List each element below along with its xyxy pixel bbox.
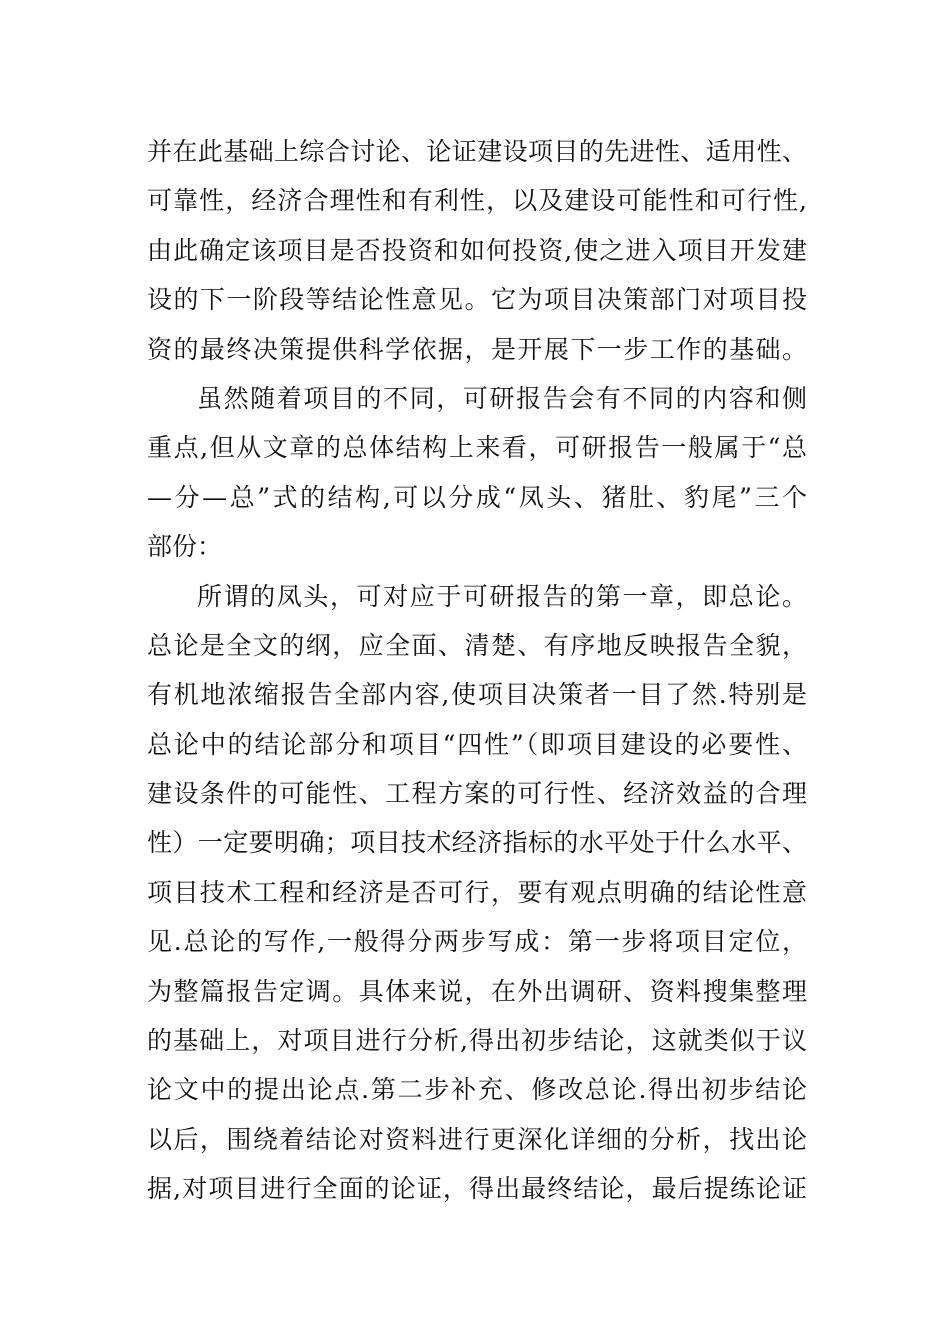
text-line: 见.总论的写作,一般得分两步写成：第一步将项目定位， (147, 927, 807, 957)
document-body (147, 127, 807, 1214)
text-line: 资的最终决策提供科学依据，是开展下一步工作的基础。 (147, 334, 807, 364)
paragraph-first-line: 虽然随着项目的不同，可研报告会有不同的内容和侧 (197, 383, 807, 413)
text-line: 设的下一阶段等结论性意见。它为项目决策部门对项目投 (147, 285, 807, 315)
text-line: 可靠性，经济合理性和有利性，以及建设可能性和可行性, (147, 186, 807, 216)
text-line: 总论是全文的纲，应全面、清楚、有序地反映报告全貌， (147, 630, 807, 660)
text-line: 由此确定该项目是否投资和如何投资,使之进入项目开发建 (147, 235, 807, 265)
text-line: 部份： (147, 532, 223, 562)
text-line: 据,对项目进行全面的论证，得出最终结论，最后提练论证 (147, 1174, 807, 1204)
text-line: 总论中的结论部分和项目“四性”（即项目建设的必要性、 (147, 729, 807, 759)
text-line: 为整篇报告定调。具体来说，在外出调研、资料搜集整理 (147, 976, 807, 1006)
paragraph-first-line: 所谓的凤头，可对应于可研报告的第一章，即总论。 (197, 581, 807, 611)
text-line: 论文中的提出论点.第二步补充、修改总论.得出初步结论 (147, 1075, 807, 1105)
text-line: 以后，围绕着结论对资料进行更深化详细的分析，找出论 (147, 1124, 807, 1154)
text-line: 有机地浓缩报告全部内容,使项目决策者一目了然.特别是 (147, 680, 807, 710)
text-line: 性）一定要明确；项目技术经济指标的水平处于什么水平、 (147, 828, 807, 858)
text-line: 项目技术工程和经济是否可行，要有观点明确的结论性意 (147, 877, 807, 907)
text-line: 并在此基础上综合讨论、论证建设项目的先进性、适用性、 (147, 137, 807, 166)
text-line: 建设条件的可能性、工程方案的可行性、经济效益的合理 (147, 779, 807, 809)
text-line: 重点,但从文章的总体结构上来看，可研报告一般属于“总 (147, 433, 807, 463)
text-line: 的基础上，对项目进行分析,得出初步结论，这就类似于议 (147, 1026, 807, 1056)
text-line: —分—总”式的结构,可以分成“凤头、猪肚、豹尾”三个 (147, 482, 807, 512)
